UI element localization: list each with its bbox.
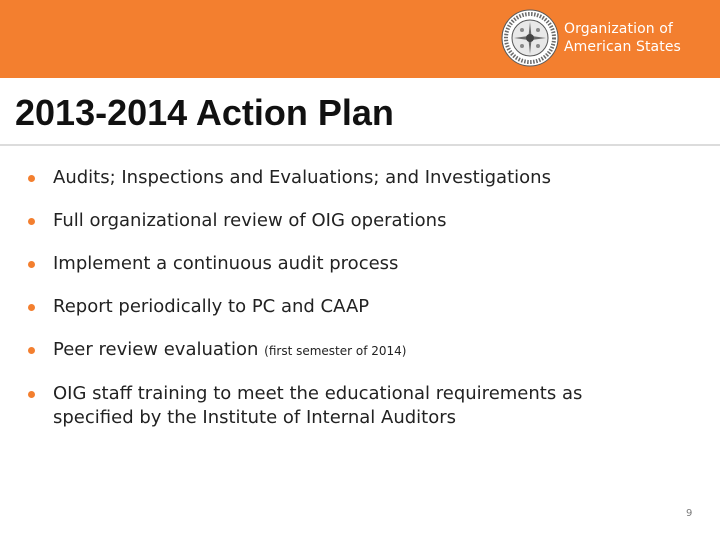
- bullet-dot-icon: [28, 347, 35, 354]
- bullet-note: (first semester of 2014): [264, 344, 407, 358]
- bullet-item: [28, 295, 668, 319]
- bullet-text: Audits; Inspections and Evaluations; and Investigations: [53, 167, 551, 188]
- bullet-text: Full organizational review of OIG operations: [53, 210, 447, 231]
- bullet-item: [28, 252, 668, 276]
- bullet-dot-icon: [28, 175, 35, 182]
- bullet-item: [28, 209, 668, 233]
- bullet-text: OIG staff training to meet the educational requirements as specified by the Institute of Internal Auditors: [53, 383, 583, 428]
- oas-seal-icon: [500, 8, 560, 68]
- bullet-list: [28, 166, 668, 449]
- bullet-dot-icon: [28, 391, 35, 398]
- oas-logo: [500, 8, 681, 68]
- bullet-item: [28, 338, 668, 363]
- bullet-item: [28, 382, 668, 430]
- slide-title: 2013-2014 Action Plan: [15, 92, 394, 133]
- title-divider: [0, 144, 720, 146]
- bullet-text: Implement a continuous audit process: [53, 253, 399, 274]
- logo-line-2: American States: [564, 39, 681, 55]
- bullet-text: Peer review evaluation: [53, 339, 265, 360]
- logo-line-1: Organization of: [564, 21, 673, 37]
- bullet-dot-icon: [28, 304, 35, 311]
- bullet-item: [28, 166, 668, 190]
- bullet-dot-icon: [28, 218, 35, 225]
- header-band: [0, 0, 720, 78]
- bullet-dot-icon: [28, 261, 35, 268]
- page-number: 9: [686, 508, 693, 519]
- bullet-text: Report periodically to PC and CAAP: [53, 296, 370, 317]
